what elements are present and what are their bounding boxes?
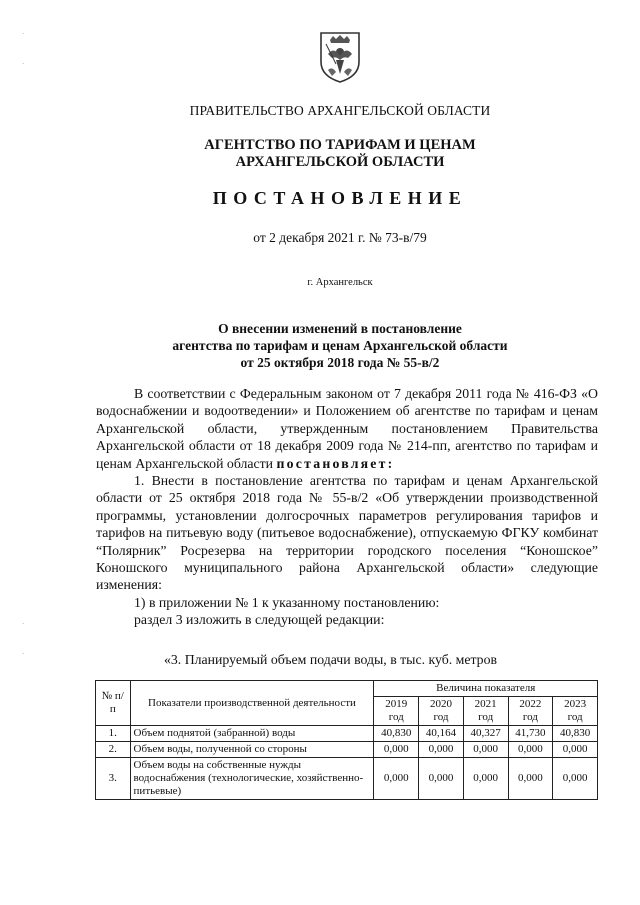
row-value: 40,164 — [419, 726, 464, 742]
paragraph-preamble — [96, 385, 598, 472]
row-value: 0,000 — [463, 758, 508, 800]
header-year: 2022 год — [508, 697, 553, 726]
header-year: 2020 год — [419, 697, 464, 726]
row-value: 40,327 — [463, 726, 508, 742]
row-value: 41,730 — [508, 726, 553, 742]
scan-mark: · — [22, 60, 25, 68]
document-date-number: от 2 декабря 2021 г. № 73-в/79 — [253, 230, 427, 245]
scan-mark: · — [22, 620, 25, 628]
section-3-heading: «3. Планируемый объем подачи воды, в тыс. куб. метров — [164, 652, 497, 667]
header-value: Величина показателя — [374, 681, 598, 697]
row-num: 1. — [96, 726, 131, 742]
row-value: 40,830 — [374, 726, 419, 742]
row-value: 0,000 — [553, 758, 598, 800]
table-row — [96, 758, 598, 800]
paragraph-subitem-1: 1) в приложении № 1 к указанному постановлению: — [134, 594, 440, 610]
row-name: Объем воды, полученной со стороны — [130, 742, 374, 758]
row-value: 0,000 — [508, 758, 553, 800]
row-value: 0,000 — [419, 742, 464, 758]
preamble-text: В соответствии с Федеральным законом от 7 декабря 2011 года № 416-ФЗ «О водоснабжении и водоотведении» и Положением об агентстве по тарифам и ценам Архангельской области, утвержденным постановлением Правительства Архангельской области от 18 декабря 2009 года № 214-пп, агентство по тарифам и ценам Архангельской области — [96, 386, 598, 471]
row-value: 0,000 — [419, 758, 464, 800]
row-value: 0,000 — [463, 742, 508, 758]
coat-of-arms-icon — [318, 30, 362, 84]
row-num: 3. — [96, 758, 131, 800]
table-header-row — [96, 681, 598, 697]
header-indicator: Показатели производственной деятельности — [130, 681, 374, 726]
paragraph-item-1: 1. Внести в постановление агентства по тарифам и ценам Архангельской области от 25 октября 2018 года № 55-в/2 «Об утверждении производственной программы, установлении долгосрочных параметров регулирования тарифов и тарифов на питьевую воду (питьевое водоснабжение), отпускаемую ФГКУ комбинат “Полярник” Росрезерва на территории городского поселения “Коношское” Коношского муниципального района Архангельской области» следующие изменения: — [96, 473, 598, 593]
row-value: 0,000 — [553, 742, 598, 758]
water-volume-table — [95, 680, 598, 800]
header-year: 2023 год — [553, 697, 598, 726]
header-year: 2019 год — [374, 697, 419, 726]
document-city: г. Архангельск — [307, 277, 373, 288]
government-name: ПРАВИТЕЛЬСТВО АРХАНГЕЛЬСКОЙ ОБЛАСТИ — [189, 103, 491, 118]
document-body — [96, 385, 598, 629]
header-num: № п/п — [96, 681, 131, 726]
table-row — [96, 742, 598, 758]
agency-name — [0, 137, 640, 171]
resolves-word: постановляет: — [276, 455, 395, 471]
row-value: 0,000 — [374, 742, 419, 758]
table-row — [96, 726, 598, 742]
header-year: 2021 год — [463, 697, 508, 726]
row-name: Объем поднятой (забранной) воды — [130, 726, 374, 742]
document-subject — [0, 320, 640, 371]
row-value: 0,000 — [374, 758, 419, 800]
paragraph-section-3: раздел 3 изложить в следующей редакции: — [134, 612, 385, 628]
row-value: 0,000 — [508, 742, 553, 758]
document-type: ПОСТАНОВЛЕНИЕ — [212, 188, 468, 208]
scan-mark: · — [22, 30, 25, 38]
subject-line2: агентства по тарифам и ценам Архангельской области — [172, 338, 508, 353]
subject-line1: О внесении изменений в постановление — [218, 321, 462, 336]
scan-mark: · — [22, 650, 25, 658]
row-name: Объем воды на собственные нужды водоснабжения (технологические, хозяйственно-питьевые) — [130, 758, 374, 800]
row-value: 40,830 — [553, 726, 598, 742]
subject-line3: от 25 октября 2018 года № 55-в/2 — [240, 355, 440, 370]
row-num: 2. — [96, 742, 131, 758]
agency-name-line1: АГЕНТСТВО ПО ТАРИФАМ И ЦЕНАМ — [204, 137, 476, 153]
agency-name-line2: АРХАНГЕЛЬСКОЙ ОБЛАСТИ — [235, 154, 445, 170]
